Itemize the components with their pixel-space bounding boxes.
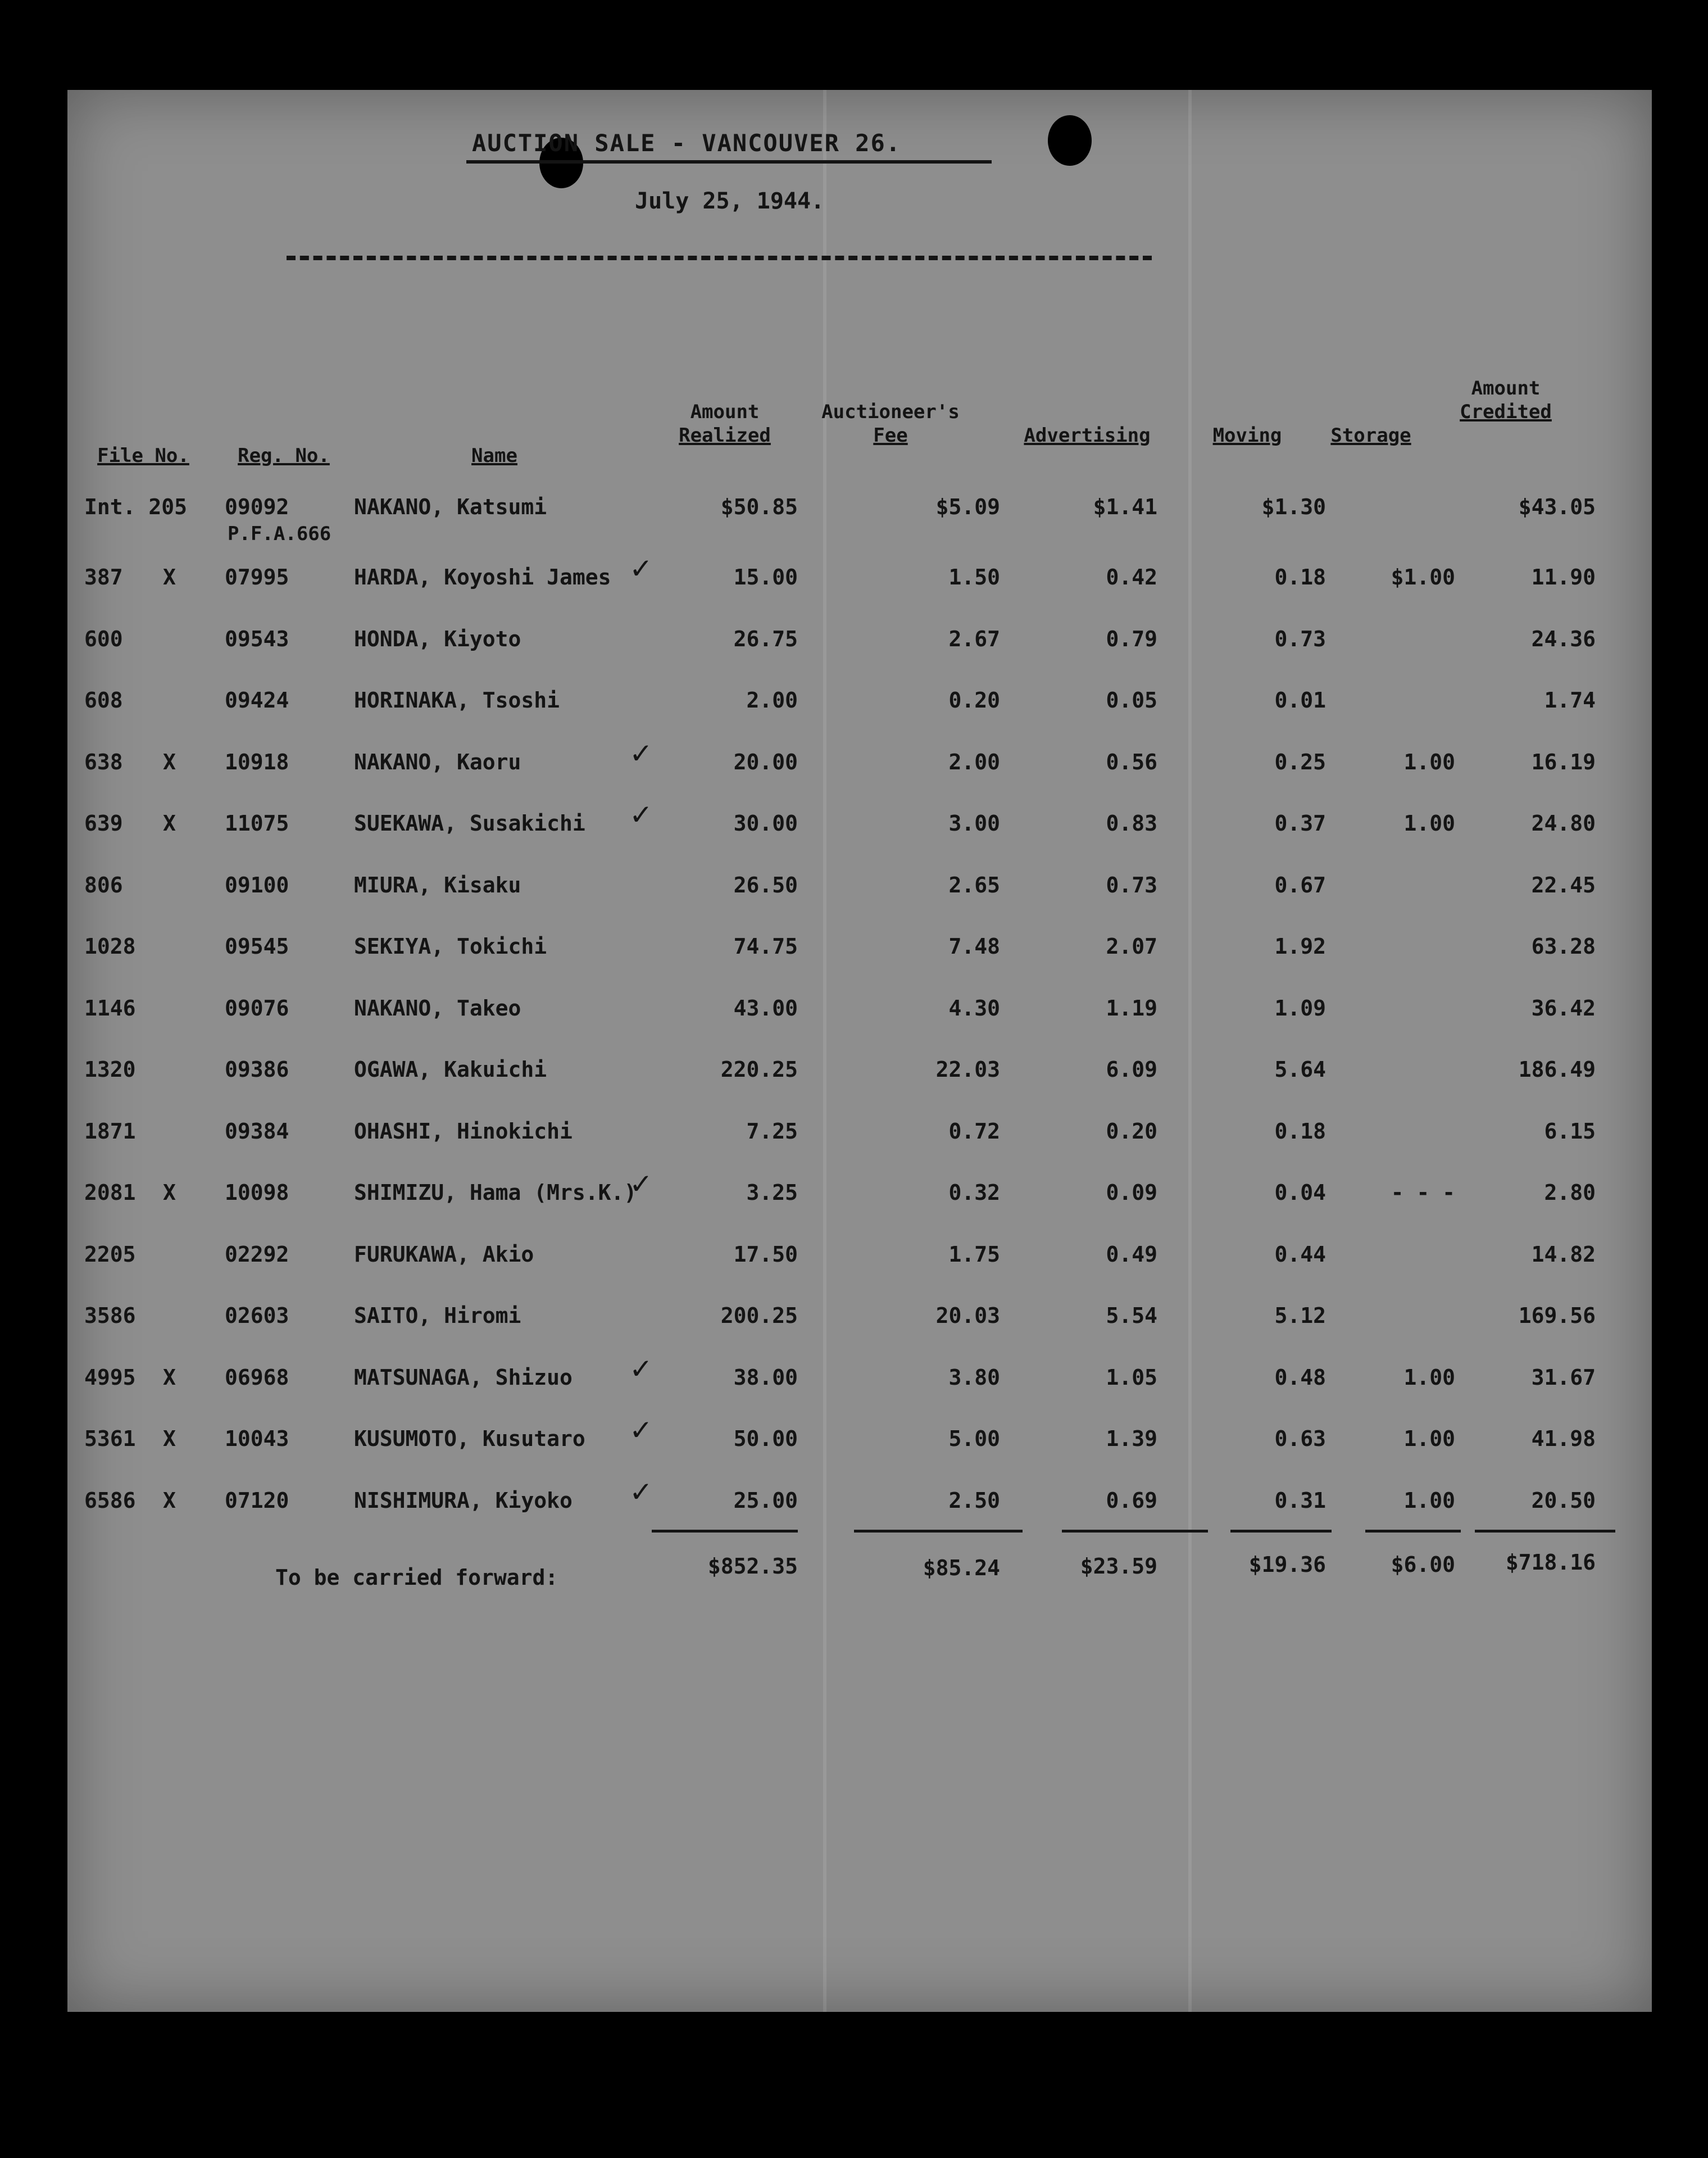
dashed-divider bbox=[287, 256, 1152, 260]
cell-advertising: 0.05 bbox=[1106, 688, 1157, 713]
cell-name: KUSUMOTO, Kusutaro bbox=[354, 1426, 585, 1451]
cell-storage: $1.00 bbox=[1391, 565, 1455, 590]
cell-file-no: 387 bbox=[84, 565, 123, 590]
cell-name: SHIMIZU, Hama (Mrs.K.) bbox=[354, 1180, 637, 1205]
cell-auctioneer-fee: 7.48 bbox=[948, 934, 1000, 959]
cell-amount-credited: 6.15 bbox=[1544, 1118, 1596, 1144]
cell-amount-realized: $50.85 bbox=[720, 495, 798, 519]
cell-x-mark: X bbox=[163, 749, 176, 774]
title-underline bbox=[466, 160, 992, 164]
cell-amount-realized: 15.00 bbox=[733, 565, 798, 590]
cell-advertising: 0.42 bbox=[1106, 565, 1157, 590]
cell-reg-no: 09092 bbox=[225, 495, 289, 519]
total-credited: $718.16 bbox=[1505, 1550, 1596, 1575]
cell-advertising: 0.09 bbox=[1106, 1180, 1157, 1205]
cell-file-no: Int. 205 bbox=[84, 495, 188, 519]
cell-auctioneer-fee: 22.03 bbox=[935, 1057, 1000, 1082]
cell-amount-credited: 169.56 bbox=[1518, 1303, 1596, 1328]
cell-moving: 0.31 bbox=[1274, 1488, 1326, 1513]
checkmark-icon: ✓ bbox=[629, 552, 653, 585]
header-name: Name bbox=[471, 445, 517, 467]
header-amount-realized: Amount Realized bbox=[679, 401, 771, 447]
cell-amount-realized: 25.00 bbox=[733, 1488, 798, 1513]
cell-reg-no: 09386 bbox=[225, 1057, 289, 1082]
checkmark-icon: ✓ bbox=[629, 799, 653, 831]
cell-file-no: 5361 bbox=[84, 1426, 136, 1451]
cell-storage: 1.00 bbox=[1403, 1488, 1455, 1513]
cell-storage: 1.00 bbox=[1403, 1364, 1455, 1390]
cell-storage: 1.00 bbox=[1403, 1426, 1455, 1451]
cell-reg-no: 10918 bbox=[225, 749, 289, 774]
cell-amount-realized: 26.50 bbox=[733, 872, 798, 897]
header-file-no: File No. bbox=[97, 445, 189, 467]
checkmark-icon: ✓ bbox=[629, 1352, 653, 1385]
cell-auctioneer-fee: 0.72 bbox=[948, 1118, 1000, 1144]
cell-moving: 0.01 bbox=[1274, 688, 1326, 713]
header-auctioneer-fee: Auctioneer's Fee bbox=[821, 401, 960, 447]
cell-amount-credited: 14.82 bbox=[1531, 1241, 1596, 1267]
cell-name: NAKANO, Katsumi bbox=[354, 495, 547, 519]
cell-moving: 0.48 bbox=[1274, 1364, 1326, 1390]
total-advertising: $23.59 bbox=[1080, 1554, 1157, 1579]
total-rule bbox=[1475, 1530, 1615, 1533]
cell-auctioneer-fee: $5.09 bbox=[935, 495, 1000, 519]
cell-advertising: 0.83 bbox=[1106, 811, 1157, 836]
cell-name: NAKANO, Takeo bbox=[354, 995, 521, 1021]
cell-file-no: 1871 bbox=[84, 1118, 136, 1144]
cell-name: OGAWA, Kakuichi bbox=[354, 1057, 547, 1082]
cell-moving: 0.18 bbox=[1274, 565, 1326, 590]
cell-storage: 1.00 bbox=[1403, 811, 1455, 836]
cell-storage: 1.00 bbox=[1403, 749, 1455, 774]
cell-moving: 5.64 bbox=[1274, 1057, 1326, 1082]
cell-moving: 0.37 bbox=[1274, 811, 1326, 836]
cell-file-no: 6586 bbox=[84, 1488, 136, 1513]
cell-advertising: 2.07 bbox=[1106, 934, 1157, 959]
document-sheet bbox=[67, 90, 1652, 2012]
fold-line bbox=[823, 90, 826, 2012]
cell-storage: - - - bbox=[1391, 1180, 1455, 1205]
cell-amount-credited: 22.45 bbox=[1531, 872, 1596, 897]
cell-name: HORINAKA, Tsoshi bbox=[354, 688, 560, 713]
total-realized: $852.35 bbox=[707, 1554, 798, 1579]
total-moving: $19.36 bbox=[1248, 1552, 1326, 1577]
cell-amount-credited: 41.98 bbox=[1531, 1426, 1596, 1451]
cell-reg-no: 02292 bbox=[225, 1241, 289, 1267]
cell-auctioneer-fee: 2.50 bbox=[948, 1488, 1000, 1513]
cell-reg-no: 09384 bbox=[225, 1118, 289, 1144]
cell-file-no: 638 bbox=[84, 749, 123, 774]
cell-file-no: 1028 bbox=[84, 934, 136, 959]
cell-file-no: 2205 bbox=[84, 1241, 136, 1267]
cell-auctioneer-fee: 0.32 bbox=[948, 1180, 1000, 1205]
cell-file-no: 639 bbox=[84, 811, 123, 836]
cell-amount-realized: 220.25 bbox=[720, 1057, 798, 1082]
cell-amount-realized: 26.75 bbox=[733, 626, 798, 651]
cell-reg-no: 07995 bbox=[225, 565, 289, 590]
cell-reg-no: 09100 bbox=[225, 872, 289, 897]
cell-advertising: 0.49 bbox=[1106, 1241, 1157, 1267]
cell-amount-realized: 200.25 bbox=[720, 1303, 798, 1328]
checkmark-icon: ✓ bbox=[629, 1414, 653, 1447]
cell-name: HONDA, Kiyoto bbox=[354, 626, 521, 651]
cell-file-no: 1320 bbox=[84, 1057, 136, 1082]
cell-advertising: 5.54 bbox=[1106, 1303, 1157, 1328]
document-title: AUCTION SALE - VANCOUVER 26. bbox=[472, 129, 902, 157]
header-amount-credited: Amount Credited bbox=[1460, 377, 1552, 423]
totals-label: To be carried forward: bbox=[275, 1565, 558, 1590]
cell-auctioneer-fee: 3.80 bbox=[948, 1364, 1000, 1390]
header-storage: Storage bbox=[1330, 424, 1411, 447]
cell-advertising: $1.41 bbox=[1093, 495, 1157, 519]
cell-moving: 0.04 bbox=[1274, 1180, 1326, 1205]
cell-amount-credited: 24.36 bbox=[1531, 626, 1596, 651]
cell-auctioneer-fee: 1.50 bbox=[948, 565, 1000, 590]
cell-moving: 0.44 bbox=[1274, 1241, 1326, 1267]
cell-amount-credited: 20.50 bbox=[1531, 1488, 1596, 1513]
cell-advertising: 0.20 bbox=[1106, 1118, 1157, 1144]
cell-amount-credited: 2.80 bbox=[1544, 1180, 1596, 1205]
cell-moving: 1.09 bbox=[1274, 995, 1326, 1021]
cell-moving: $1.30 bbox=[1261, 495, 1326, 519]
cell-advertising: 0.73 bbox=[1106, 872, 1157, 897]
cell-reg-no: 10098 bbox=[225, 1180, 289, 1205]
cell-auctioneer-fee: 3.00 bbox=[948, 811, 1000, 836]
cell-amount-realized: 38.00 bbox=[733, 1364, 798, 1390]
cell-amount-credited: 16.19 bbox=[1531, 749, 1596, 774]
cell-x-mark: X bbox=[163, 1364, 176, 1390]
cell-name: SAITO, Hiromi bbox=[354, 1303, 521, 1328]
cell-amount-credited: 186.49 bbox=[1518, 1057, 1596, 1082]
cell-file-no: 4995 bbox=[84, 1364, 136, 1390]
cell-advertising: 6.09 bbox=[1106, 1057, 1157, 1082]
cell-amount-credited: 31.67 bbox=[1531, 1364, 1596, 1390]
cell-amount-realized: 50.00 bbox=[733, 1426, 798, 1451]
cell-file-no: 600 bbox=[84, 626, 123, 651]
total-fee: $85.24 bbox=[923, 1556, 1000, 1580]
cell-amount-credited: 11.90 bbox=[1531, 565, 1596, 590]
cell-note: P.F.A.666 bbox=[228, 523, 331, 545]
cell-amount-realized: 74.75 bbox=[733, 934, 798, 959]
cell-moving: 5.12 bbox=[1274, 1303, 1326, 1328]
cell-reg-no: 10043 bbox=[225, 1426, 289, 1451]
cell-amount-realized: 30.00 bbox=[733, 811, 798, 836]
cell-reg-no: 06968 bbox=[225, 1364, 289, 1390]
cell-advertising: 0.56 bbox=[1106, 749, 1157, 774]
cell-amount-credited: 1.74 bbox=[1544, 688, 1596, 713]
total-rule bbox=[652, 1530, 798, 1533]
cell-moving: 0.73 bbox=[1274, 626, 1326, 651]
cell-auctioneer-fee: 0.20 bbox=[948, 688, 1000, 713]
total-rule bbox=[1230, 1530, 1332, 1533]
cell-name: NAKANO, Kaoru bbox=[354, 749, 521, 774]
cell-amount-realized: 17.50 bbox=[733, 1241, 798, 1267]
cell-reg-no: 09076 bbox=[225, 995, 289, 1021]
cell-reg-no: 11075 bbox=[225, 811, 289, 836]
cell-auctioneer-fee: 2.65 bbox=[948, 872, 1000, 897]
cell-advertising: 1.39 bbox=[1106, 1426, 1157, 1451]
cell-name: MATSUNAGA, Shizuo bbox=[354, 1364, 573, 1390]
checkmark-icon: ✓ bbox=[629, 737, 653, 770]
cell-name: HARDA, Koyoshi James bbox=[354, 565, 611, 590]
total-rule bbox=[854, 1530, 1023, 1533]
checkmark-icon: ✓ bbox=[629, 1475, 653, 1508]
total-storage: $6.00 bbox=[1391, 1552, 1455, 1577]
cell-advertising: 0.79 bbox=[1106, 626, 1157, 651]
cell-amount-realized: 43.00 bbox=[733, 995, 798, 1021]
punch-hole bbox=[1048, 115, 1092, 166]
cell-amount-realized: 2.00 bbox=[746, 688, 798, 713]
cell-amount-credited: 36.42 bbox=[1531, 995, 1596, 1021]
cell-amount-realized: 3.25 bbox=[746, 1180, 798, 1205]
cell-reg-no: 09424 bbox=[225, 688, 289, 713]
cell-auctioneer-fee: 2.00 bbox=[948, 749, 1000, 774]
cell-amount-credited: $43.05 bbox=[1518, 495, 1596, 519]
cell-advertising: 1.05 bbox=[1106, 1364, 1157, 1390]
document-date: July 25, 1944. bbox=[635, 188, 825, 214]
total-rule bbox=[1062, 1530, 1208, 1533]
cell-reg-no: 02603 bbox=[225, 1303, 289, 1328]
cell-x-mark: X bbox=[163, 1180, 176, 1205]
cell-reg-no: 09545 bbox=[225, 934, 289, 959]
cell-auctioneer-fee: 1.75 bbox=[948, 1241, 1000, 1267]
cell-auctioneer-fee: 20.03 bbox=[935, 1303, 1000, 1328]
header-reg-no: Reg. No. bbox=[238, 445, 330, 467]
cell-reg-no: 09543 bbox=[225, 626, 289, 651]
cell-name: MIURA, Kisaku bbox=[354, 872, 521, 897]
cell-x-mark: X bbox=[163, 565, 176, 590]
cell-name: SEKIYA, Tokichi bbox=[354, 934, 547, 959]
cell-advertising: 1.19 bbox=[1106, 995, 1157, 1021]
cell-moving: 0.63 bbox=[1274, 1426, 1326, 1451]
cell-file-no: 2081 bbox=[84, 1180, 136, 1205]
cell-advertising: 0.69 bbox=[1106, 1488, 1157, 1513]
cell-file-no: 3586 bbox=[84, 1303, 136, 1328]
fold-line bbox=[1188, 90, 1192, 2012]
cell-x-mark: X bbox=[163, 1488, 176, 1513]
cell-name: NISHIMURA, Kiyoko bbox=[354, 1488, 573, 1513]
cell-amount-credited: 24.80 bbox=[1531, 811, 1596, 836]
cell-auctioneer-fee: 2.67 bbox=[948, 626, 1000, 651]
header-moving: Moving bbox=[1212, 424, 1282, 447]
header-advertising: Advertising bbox=[1024, 424, 1151, 447]
cell-amount-realized: 20.00 bbox=[733, 749, 798, 774]
cell-name: SUEKAWA, Susakichi bbox=[354, 811, 585, 836]
cell-moving: 0.25 bbox=[1274, 749, 1326, 774]
cell-reg-no: 07120 bbox=[225, 1488, 289, 1513]
total-rule bbox=[1365, 1530, 1461, 1533]
cell-moving: 0.67 bbox=[1274, 872, 1326, 897]
cell-name: OHASHI, Hinokichi bbox=[354, 1118, 573, 1144]
cell-amount-realized: 7.25 bbox=[746, 1118, 798, 1144]
cell-x-mark: X bbox=[163, 1426, 176, 1451]
cell-auctioneer-fee: 4.30 bbox=[948, 995, 1000, 1021]
checkmark-icon: ✓ bbox=[629, 1168, 653, 1200]
cell-file-no: 1146 bbox=[84, 995, 136, 1021]
cell-amount-credited: 63.28 bbox=[1531, 934, 1596, 959]
cell-moving: 1.92 bbox=[1274, 934, 1326, 959]
cell-moving: 0.18 bbox=[1274, 1118, 1326, 1144]
cell-file-no: 608 bbox=[84, 688, 123, 713]
cell-file-no: 806 bbox=[84, 872, 123, 897]
cell-name: FURUKAWA, Akio bbox=[354, 1241, 534, 1267]
cell-x-mark: X bbox=[163, 811, 176, 836]
cell-auctioneer-fee: 5.00 bbox=[948, 1426, 1000, 1451]
